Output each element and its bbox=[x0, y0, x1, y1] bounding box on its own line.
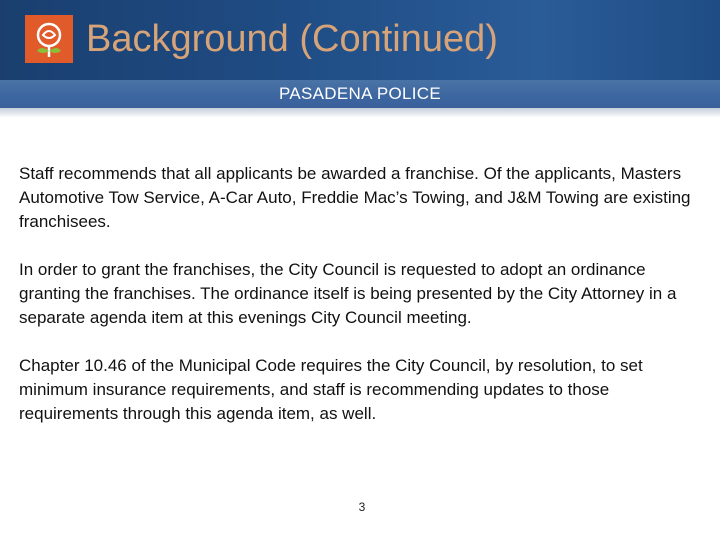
subtitle-bar-shadow bbox=[0, 108, 720, 118]
body-paragraph: Chapter 10.46 of the Municipal Code requires the City Council, by resolution, to set minimum insurance requirements, and staff is recommending updates to those requirements through this agenda item, as well. bbox=[19, 356, 643, 423]
page-number: 3 bbox=[358, 500, 366, 514]
body-paragraph: In order to grant the franchises, the City Council is requested to adopt an ordinance granting the franchises. The ordinance itself is being presented by the City Attorney in a separate agenda item at this evenings City Council meeting. bbox=[19, 260, 677, 327]
slide-subtitle: PASADENA POLICE bbox=[279, 84, 441, 103]
slide-title: Background (Continued) bbox=[86, 18, 498, 60]
slide-body bbox=[19, 162, 699, 450]
rose-icon bbox=[25, 15, 73, 63]
body-paragraph: Staff recommends that all applicants be awarded a franchise. Of the applicants, Masters Automotive Tow Service, A-Car Auto, Freddie Mac’s Towing, and J&M Towing are existing franchisees. bbox=[19, 164, 691, 231]
